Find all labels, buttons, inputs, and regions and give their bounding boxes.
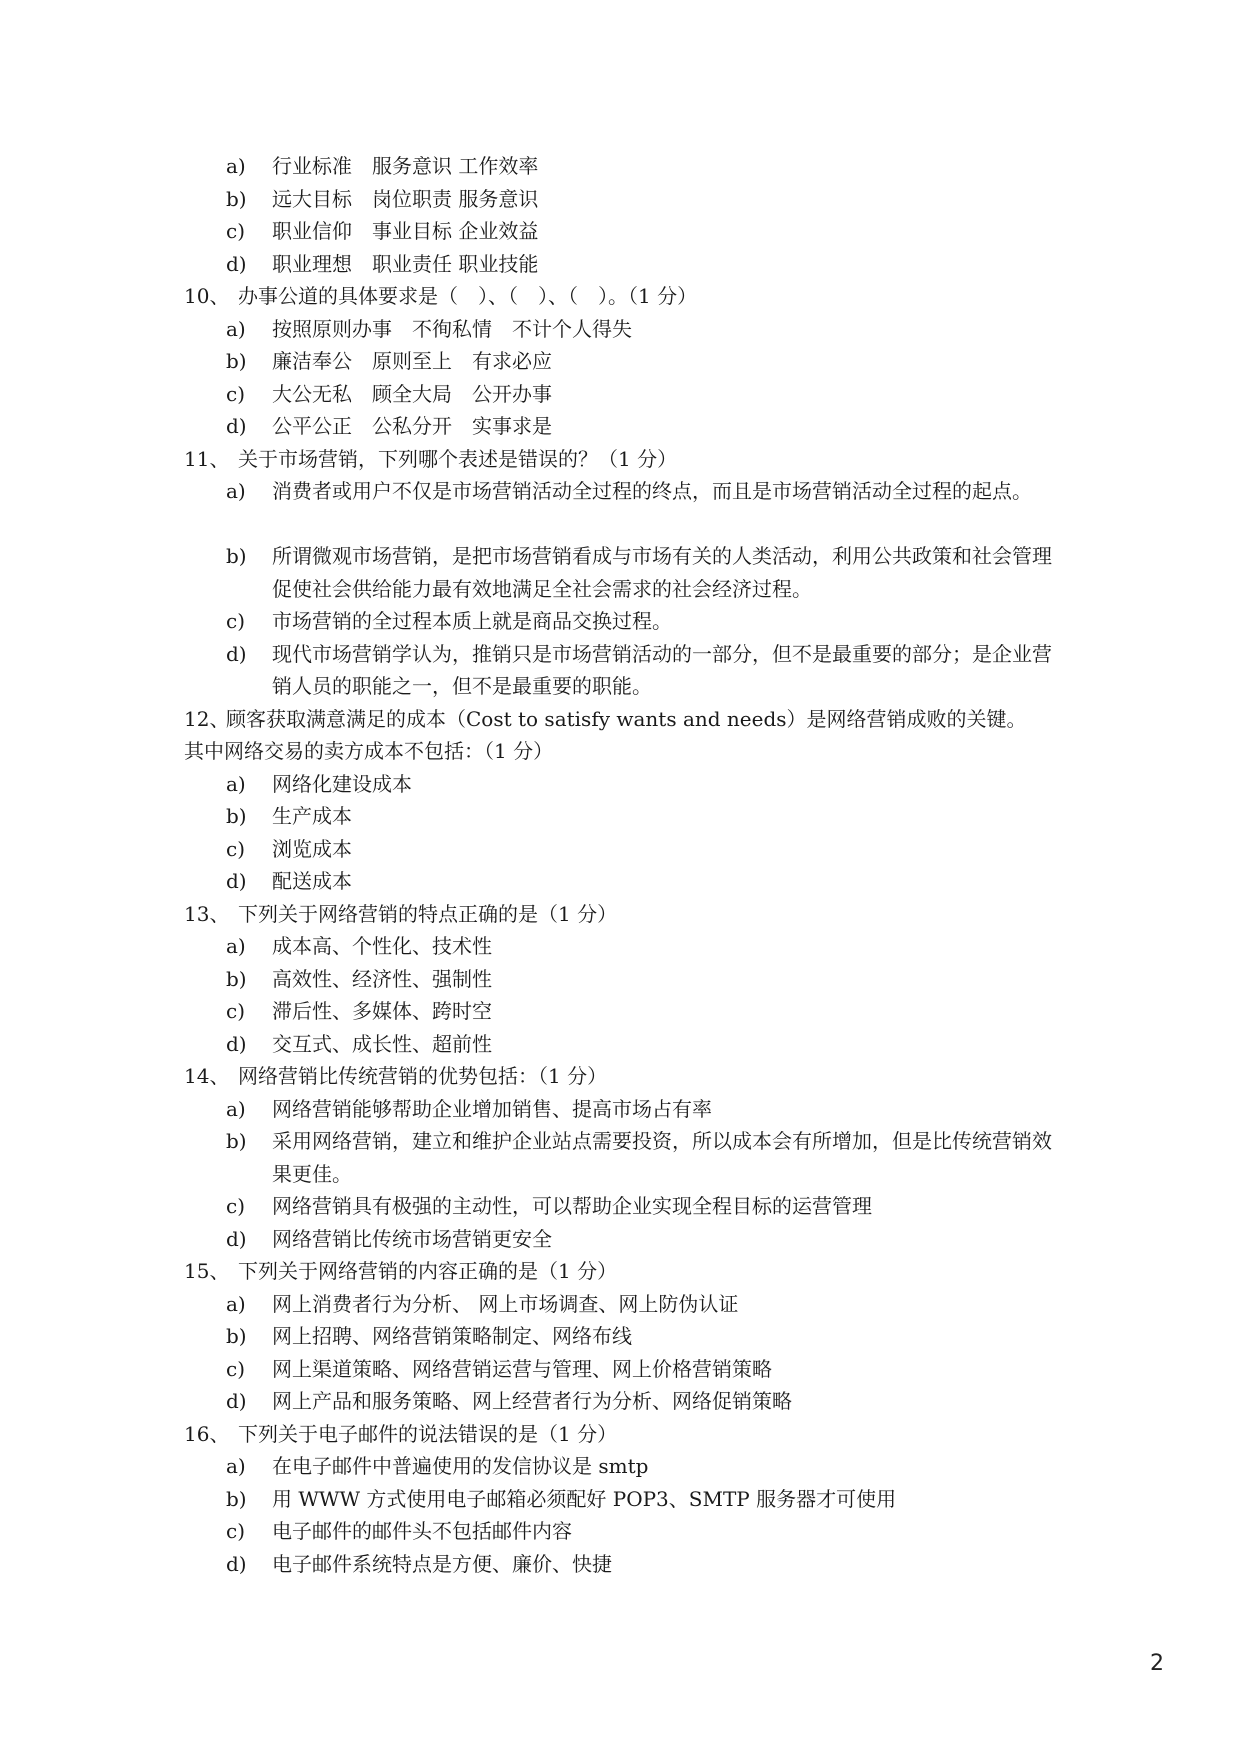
option-15d: d) 网上产品和服务策略、网上经营者行为分析、网络促销策略 — [226, 1389, 792, 1413]
page-number: 2 — [1150, 1651, 1164, 1676]
option-11c: c) 市场营销的全过程本质上就是商品交换过程。 — [226, 609, 672, 633]
option-10c: c) 大公无私 顾全大局 公开办事 — [226, 381, 552, 406]
option-9b: b) 远大目标 岗位职责 服务意识 — [226, 186, 539, 211]
option-12c: c) 浏览成本 — [226, 836, 352, 861]
option-13d: d) 交互式、成长性、超前性 — [226, 1031, 492, 1056]
option-13c: c) 滞后性、多媒体、跨时空 — [226, 999, 492, 1023]
question-12: 12、 顾客获取满意满足的成本（Cost to satisfy wants and needs）是网络营销成败的关键。 — [184, 706, 1027, 731]
option-14d: d) 网络营销比传统市场营销更安全 — [226, 1226, 552, 1251]
question-16: 16、 下列关于电子邮件的说法错误的是（1 分） — [184, 1421, 618, 1446]
option-14c: c) 网络营销具有极强的主动性，可以帮助企业实现全程目标的运营管理 — [226, 1194, 872, 1218]
option-16b: b) 用 WWW 方式使用电子邮箱必须配好 POP3、SMTP 服务器才可使用 — [226, 1486, 897, 1511]
option-14b: b) 采用网络营销，建立和维护企业站点需要投资，所以成本会有所增加，但是比传统营销效果更佳。 — [226, 1129, 1052, 1186]
option-14a: a) 网络营销能够帮助企业增加销售、提高市场占有率 — [226, 1096, 712, 1121]
question-12-continued: 其中网络交易的卖方成本不包括：（1 分） — [184, 739, 554, 763]
option-12d: d) 配送成本 — [226, 869, 352, 893]
option-16d: d) 电子邮件系统特点是方便、廉价、快捷 — [226, 1551, 612, 1576]
option-11d: d) 现代市场营销学认为，推销只是市场营销活动的一部分，但不是最重要的部分；是企业营销人员的职能之一，但不是最重要的职能。 — [226, 641, 1052, 698]
option-13b: b) 高效性、经济性、强制性 — [226, 966, 492, 991]
question-13: 13、 下列关于网络营销的特点正确的是（1 分） — [184, 901, 618, 926]
option-12a: a) 网络化建设成本 — [226, 771, 412, 796]
option-11a: a) 消费者或用户不仅是市场营销活动全过程的终点，而且是市场营销活动全过程的起点。 — [226, 479, 1032, 503]
option-12b: b) 生产成本 — [226, 804, 352, 828]
option-9d: d) 职业理想 职业责任 职业技能 — [226, 251, 539, 276]
option-9c: c) 职业信仰 事业目标 企业效益 — [226, 219, 539, 243]
question-10: 10、 办事公道的具体要求是（ ）、（ ）、（ ）。（1 分） — [184, 284, 698, 308]
option-10d: d) 公平公正 公私分开 实事求是 — [226, 414, 552, 438]
option-11b: b) 所谓微观市场营销，是把市场营销看成与市场有关的人类活动，利用公共政策和社会管理促使社会供给能力最有效地满足全社会需求的社会经济过程。 — [226, 544, 1052, 601]
option-13a: a) 成本高、个性化、技术性 — [226, 934, 492, 958]
option-15a: a) 网上消费者行为分析、 网上市场调查、网上防伪认证 — [226, 1291, 739, 1316]
option-10a: a) 按照原则办事 不徇私情 不计个人得失 — [226, 316, 632, 341]
option-15c: c) 网上渠道策略、网络营销运营与管理、网上价格营销策略 — [226, 1356, 772, 1381]
question-list — [184, 150, 1064, 1580]
option-16a: a) 在电子邮件中普遍使用的发信协议是 smtp — [226, 1454, 649, 1478]
question-15: 15、 下列关于网络营销的内容正确的是（1 分） — [184, 1259, 618, 1283]
option-15b: b) 网上招聘、网络营销策略制定、网络布线 — [226, 1324, 632, 1348]
option-16c: c) 电子邮件的邮件头不包括邮件内容 — [226, 1519, 572, 1543]
option-10b: b) 廉洁奉公 原则至上 有求必应 — [226, 349, 552, 373]
option-9a: a) 行业标准 服务意识 工作效率 — [226, 154, 539, 178]
question-14: 14、 网络营销比传统营销的优势包括：（1 分） — [184, 1064, 608, 1088]
question-11: 11、 关于市场营销，下列哪个表述是错误的？（1 分） — [184, 446, 678, 471]
